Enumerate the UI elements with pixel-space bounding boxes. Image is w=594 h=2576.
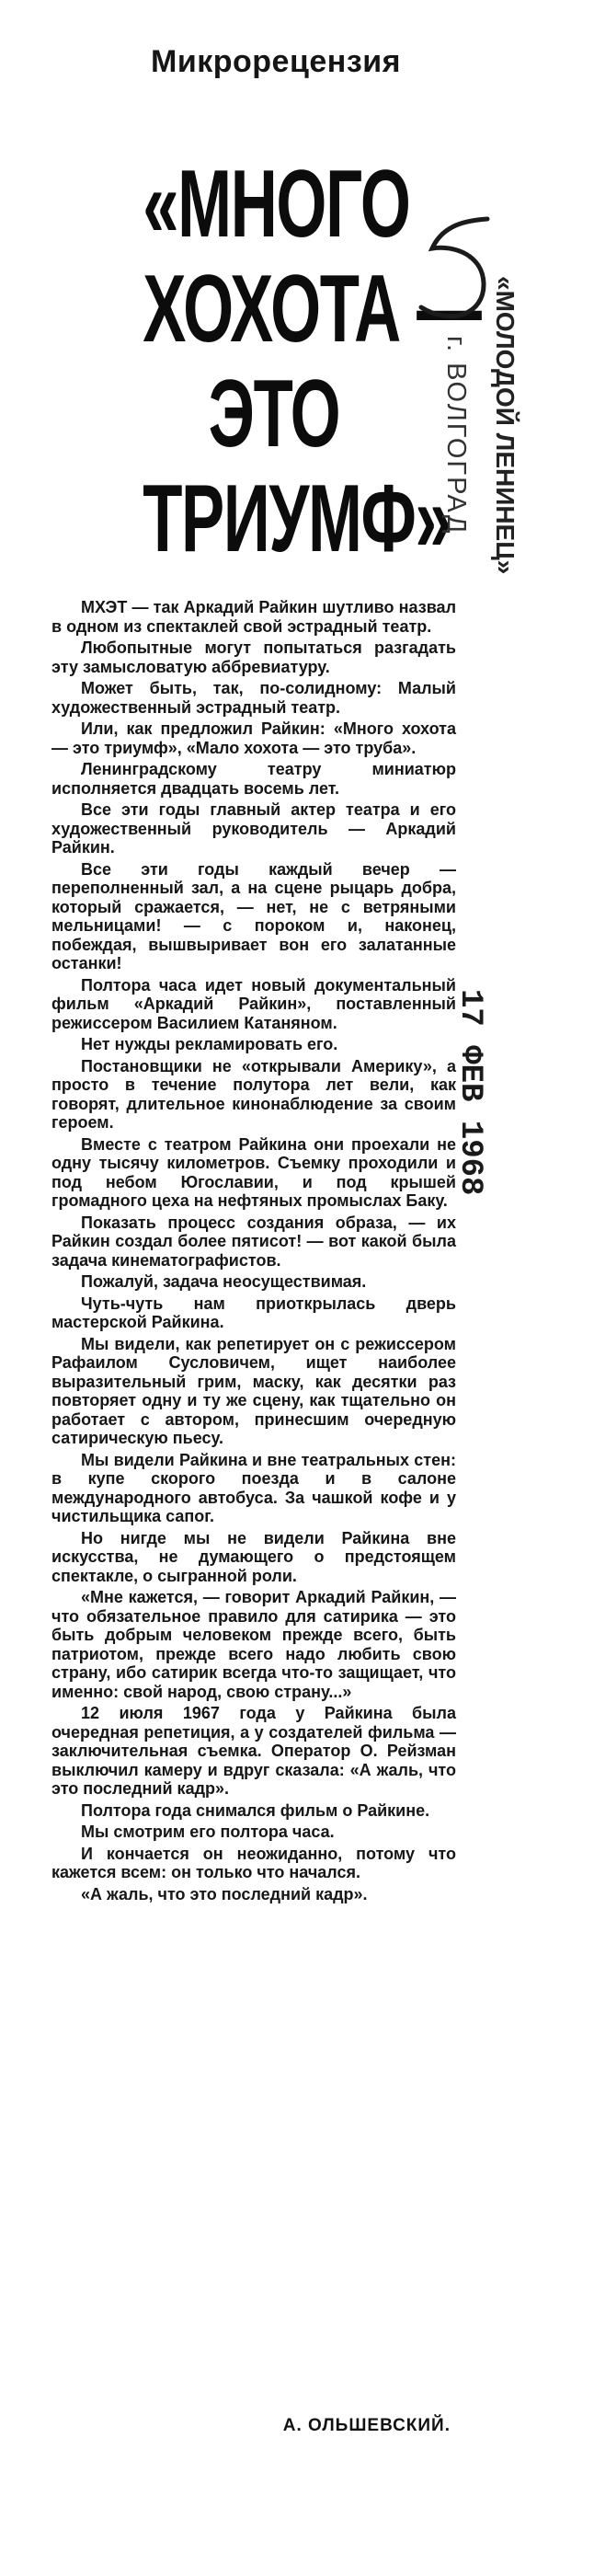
city-stamp: г. ВОЛГОГРАД: [441, 336, 471, 535]
paragraph: «Мне кажется, — говорит Аркадий Райкин, — что обязательное правило для сатирика — это быть добрым человеком прежде всего, быть патриотом, прежде всего надо любить свою страну, ибо сатирик всегда что-то защищает, что именно: свой народ, свою страну...»: [51, 1588, 456, 1701]
headline-line-2: ХОХОТА —: [143, 256, 481, 362]
paragraph: «А жаль, что это последний кадр».: [81, 1884, 368, 1903]
paragraph: Полтора часа идет новый документальный фильм «Аркадий Райкин», поставленный режиссером Василием Катаняном.: [51, 975, 456, 1032]
paragraph: Мы видели Райкина и вне театральных стен: в купе скорого поезда и в салоне международного автобуса. За чашкой кофе и у чистильщика сапог.: [51, 1450, 456, 1525]
paragraph: Показать процесс создания образа, — их Райкин создал более пятисот! — вот какой была задача кинематографистов.: [51, 1213, 456, 1270]
rubric-title: Микрорецензия: [151, 44, 401, 79]
paragraph: Или, как предложил Райкин: «Много хохота — это триумф», «Мало хохота — это труба».: [51, 719, 456, 757]
paragraph: МХЭТ — так Аркадий Райкин шутливо назвал в одном из спектаклей свой эстрадный театр.: [51, 598, 456, 636]
article-body: [51, 598, 456, 1906]
paragraph: Пожалуй, задача неосуществимая.: [81, 1272, 367, 1291]
paragraph: Ленинградскому театру миниатюр исполняется двадцать восемь лет.: [51, 760, 456, 798]
paragraph: Любопытные могут попытаться разгадать эту замысловатую аббревиатуру.: [51, 638, 456, 676]
headline-line-4: ТРИУМФ»: [143, 466, 451, 572]
paragraph: Все эти годы главный актер театра и его художественный руководитель — Аркадий Райкин.: [51, 800, 456, 857]
paragraph: Постановщики не «открывали Америку», а просто в течение полутора лет вели, как говорят, длительное кинонаблюдение за своим героем.: [51, 1056, 456, 1132]
paragraph: Может быть, так, по-солидному: Малый художественный эстрадный театр.: [51, 679, 456, 717]
paragraph: Вместе с театром Райкина они проехали не одну тысячу километров. Съемку проходили и под небом Югославии, и под крышей громадного цеха на нефтяных промыслах Баку.: [51, 1134, 456, 1210]
date-stamp: 17 ФЕВ 1968: [452, 989, 487, 1196]
newspaper-stamp: «МОЛОДОЙ ЛЕНИНЕЦ»: [491, 276, 520, 575]
headline-line-1: «МНОГО: [143, 151, 410, 258]
headline-line-3: ЭТО: [208, 361, 340, 467]
paragraph: Мы видели, как репетирует он с режиссером Рафаилом Сусловичем, ищет наиболее выразительный грим, маску, как десятки раз повторяет одну и ту же сцену, как тщательно он работает с автором, принесшим очередную сатирическую пьесу.: [51, 1334, 456, 1447]
paragraph: Нет нужды рекламировать его.: [81, 1035, 338, 1053]
paragraph: Мы смотрим его полтора часа.: [81, 1823, 335, 1841]
paragraph: Чуть-чуть нам приоткрылась дверь мастерской Райкина.: [51, 1294, 456, 1331]
author-signature: А. ОЛЬШЕВСКИЙ.: [282, 2416, 451, 2435]
paragraph: Все эти годы каждый вечер — переполненный зал, а на сцене рыцарь добра, который сражается, — нет, не с ветряными мельницами! — с пороком и, наконец, побеждая, вышвыривает вон его залатанные останки!: [51, 859, 456, 972]
paragraph: 12 июля 1967 года у Райкина была очередная репетиция, а у создателей фильма — заключительная съемка. Оператор О. Рейзман выключил камеру и вдруг сказала: «А жаль, что это последний кадр».: [51, 1704, 456, 1798]
paragraph: Полтора года снимался фильм о Райкине.: [81, 1800, 430, 1820]
paragraph: Но нигде мы не видели Райкина вне искусства, не думающего о предстоящем спектакле, о сыгранной роли.: [51, 1528, 456, 1585]
paragraph: И кончается он неожиданно, потому что кажется всем: он только что начался.: [51, 1844, 456, 1881]
